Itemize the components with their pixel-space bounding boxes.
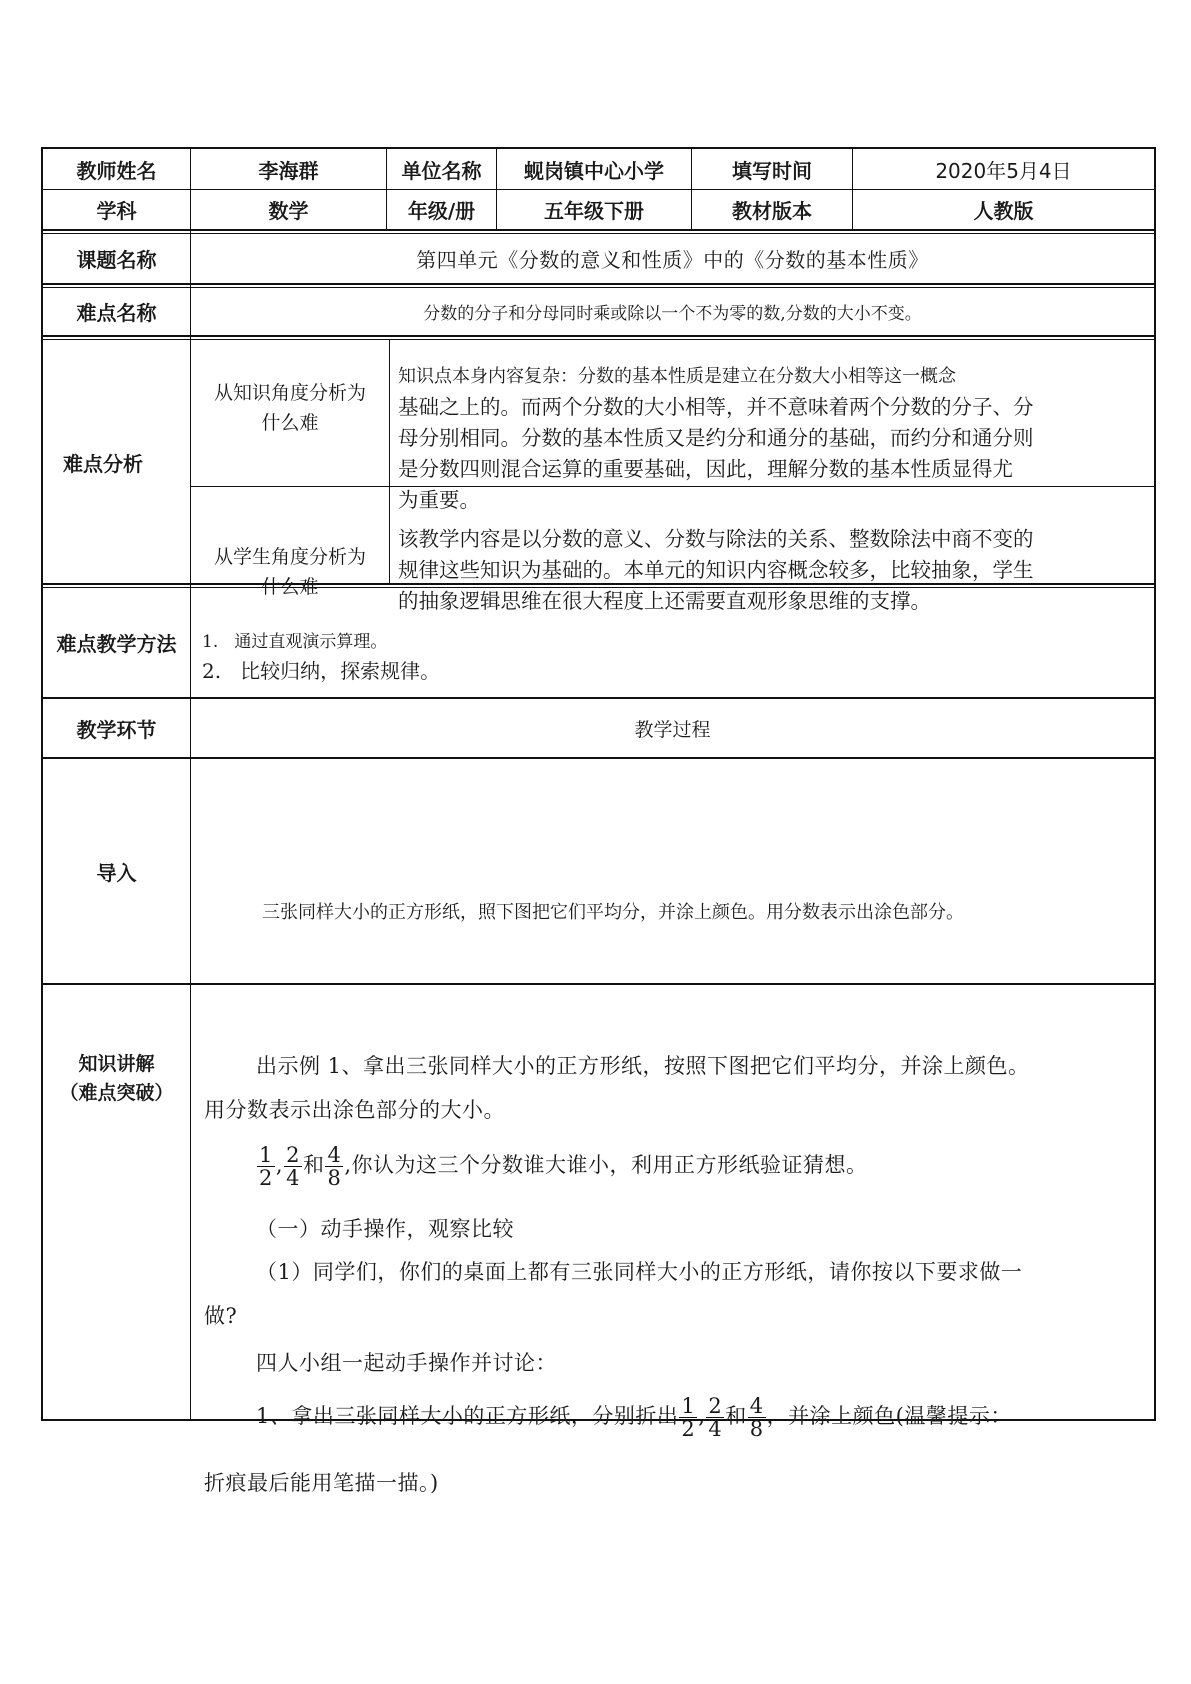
subject-label: 学科	[96, 199, 137, 223]
explain-p4-line1: （1）同学们，你们的桌面上都有三张同样大小的正方形纸，请你按以下要求做一	[256, 1260, 1023, 1284]
fraction-four-eighths: $\frac{4}{8}$	[327, 1143, 342, 1190]
unit-name-label: 单位名称	[401, 158, 482, 183]
knowledge-angle-label-line2: 什么难	[261, 412, 319, 434]
table-border-right	[1154, 147, 1156, 1421]
row-divider	[41, 335, 1155, 337]
knowledge-angle-label-line1: 从知识角度分析为	[213, 382, 366, 404]
knowledge-line: 基础之上的。而两个分数的大小相等，并不意味着两个分数的分子、分	[398, 395, 1034, 419]
comma: ,	[698, 1404, 706, 1428]
topic-label: 课题名称	[76, 248, 157, 272]
p6-tail: ，并涂上颜色(温馨提示：	[766, 1404, 1012, 1428]
process-stage-label: 教学环节	[76, 717, 157, 742]
fraction-four-eighths: $\frac{4}{8}$	[749, 1394, 764, 1441]
column-divider	[190, 147, 191, 1421]
row-divider	[41, 229, 1155, 231]
unit-name-value: 蚬岗镇中心小学	[524, 158, 664, 183]
fraction-one-half: $\frac{1}{2}$	[681, 1394, 696, 1441]
intro-label: 导入	[96, 860, 137, 885]
explain-question: ,你认为这三个分数谁大谁小，利用正方形纸验证猜想。	[344, 1153, 868, 1177]
fraction-two-quarters: $\frac{2}{4}$	[286, 1143, 300, 1190]
difficulty-value: 分数的分子和分母同时乘或除以一个不为零的数,分数的大小不变。	[423, 304, 922, 324]
column-divider	[389, 339, 390, 585]
explain-fractions-line	[256, 1144, 868, 1189]
knowledge-line: 为重要。	[398, 488, 480, 512]
edition-label: 教材版本	[732, 199, 812, 223]
fraction-two-quarters: $\frac{2}{4}$	[708, 1394, 723, 1441]
knowledge-line: 母分别相同。分数的基本性质又是约分和通分的基础，而约分和通分则	[398, 426, 1034, 450]
subject-value: 数学	[268, 199, 309, 223]
intro-text: 三张同样大小的正方形纸，照下图把它们平均分，并涂上颜色。用分数表示出涂色部分。	[262, 902, 964, 923]
student-angle-text	[398, 524, 1150, 617]
student-angle-label-line1: 从学生角度分析为	[213, 546, 366, 568]
p6-head: 1、拿出三张同样大小的正方形纸，分别折出	[256, 1404, 679, 1428]
method-item: 2. 比较归纳，探索规律。	[202, 659, 441, 683]
knowledge-angle-text	[398, 361, 1150, 516]
row-divider	[41, 983, 1155, 985]
method-item: 1. 通过直观演示算理。	[202, 632, 388, 652]
topic-value: 第四单元《分数的意义和性质》中的《分数的基本性质》	[416, 248, 929, 272]
explain-label	[43, 1050, 190, 1108]
teacher-name-value: 李海群	[258, 158, 319, 183]
explain-p6-line1	[256, 1395, 1012, 1440]
difficulty-label: 难点名称	[76, 301, 157, 325]
and-word: 和	[725, 1404, 747, 1428]
knowledge-line: 知识点本身内容复杂：分数的基本性质是建立在分数大小相等这一概念	[398, 366, 956, 387]
edition-value: 人教版	[973, 199, 1034, 223]
fill-date-value: 2020年5月4日	[935, 158, 1072, 183]
knowledge-line: 是分数四则混合运算的重要基础，因此，理解分数的基本性质显得尤	[398, 457, 1013, 481]
grade-label: 年级/册	[407, 199, 476, 223]
student-line: 该教学内容是以分数的意义、分数与除法的关系、整数除法中商不变的	[398, 527, 1034, 551]
knowledge-angle-label	[191, 340, 389, 486]
explain-p4-line2: 做?	[204, 1304, 238, 1328]
fraction-one-half: $\frac{1}{2}$	[259, 1143, 273, 1190]
fill-date-label: 填写时间	[732, 158, 812, 183]
teacher-name-label: 教师姓名	[76, 158, 157, 183]
student-line: 规律这些知识为基础的。本单元的知识内容概念较多，比较抽象，学生	[398, 558, 1034, 582]
method-label: 难点教学方法	[56, 632, 177, 656]
explain-p1-line1: 出示例 1、拿出三张同样大小的正方形纸，按照下图把它们平均分，并涂上颜色。	[256, 1054, 1030, 1078]
explain-label-line2: （难点突破）	[59, 1082, 174, 1104]
student-line: 的抽象逻辑思维在很大程度上还需要直观形象思维的支撑。	[398, 589, 931, 613]
row-divider	[41, 283, 1155, 285]
analysis-label: 难点分析	[63, 451, 143, 476]
and-word: 和	[302, 1153, 325, 1177]
process-header-value: 教学过程	[634, 718, 711, 741]
explain-label-line1: 知识讲解	[78, 1053, 155, 1075]
explain-section-heading: （一）动手操作，观察比较	[256, 1217, 514, 1241]
explain-p6-line2: 折痕最后能用笔描一描。)	[204, 1471, 439, 1495]
row-divider	[41, 757, 1155, 759]
explain-p5: 四人小组一起动手操作并讨论：	[256, 1351, 557, 1375]
student-angle-label-line2: 什么难	[261, 576, 319, 598]
student-angle-label	[191, 487, 389, 598]
comma: ,	[275, 1153, 284, 1177]
grade-value: 五年级下册	[544, 199, 644, 223]
explain-p1-line2: 用分数表示出涂色部分的大小。	[204, 1098, 505, 1122]
